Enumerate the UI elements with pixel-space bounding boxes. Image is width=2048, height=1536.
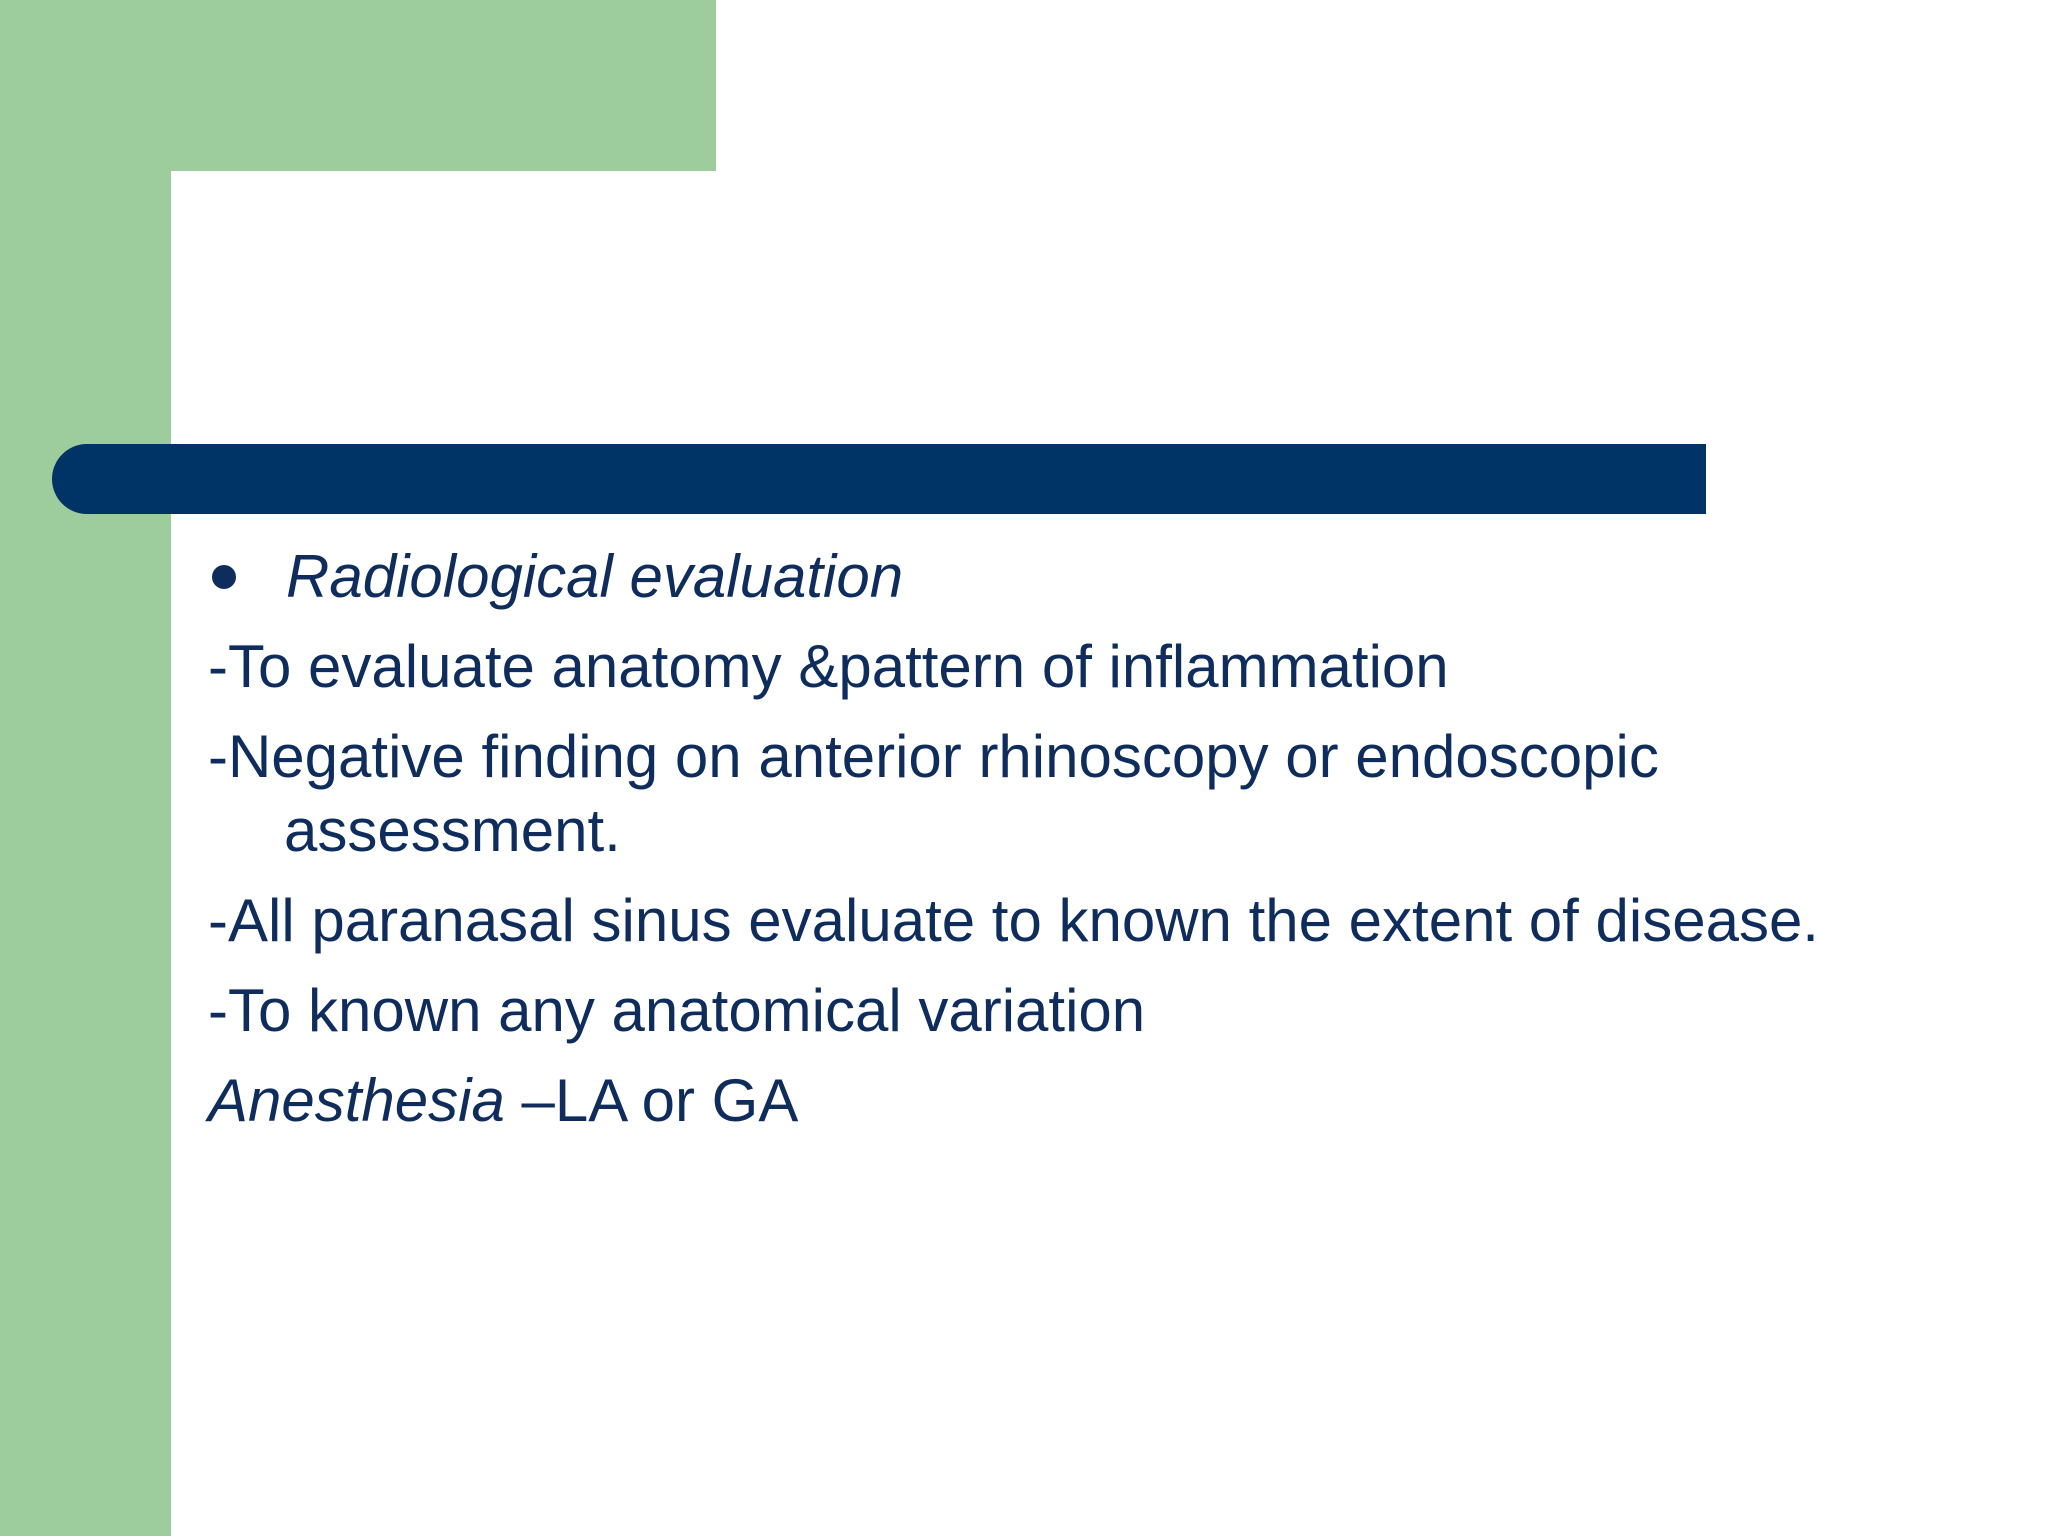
bullet-dot-icon bbox=[212, 565, 236, 589]
title-bar bbox=[52, 444, 1706, 514]
anesthesia-value: –LA or GA bbox=[504, 1067, 799, 1134]
text-line-2: -Negative finding on anterior rhinoscopy or endoscopic assessment. bbox=[208, 723, 1659, 864]
anesthesia-line bbox=[208, 1064, 2008, 1138]
green-top-band bbox=[0, 0, 716, 171]
bullet-item bbox=[208, 540, 2008, 614]
text-line-3: -All paranasal sinus evaluate to known the extent of disease. bbox=[208, 887, 1819, 954]
bullet-text: Radiological evaluation bbox=[286, 543, 904, 610]
green-side-band bbox=[0, 0, 171, 1536]
slide-content bbox=[208, 540, 2008, 1154]
anesthesia-label: Anesthesia bbox=[208, 1067, 505, 1134]
text-line-4: -To known any anatomical variation bbox=[208, 977, 1146, 1044]
text-line-1: -To evaluate anatomy &pattern of inflammation bbox=[208, 633, 1449, 700]
